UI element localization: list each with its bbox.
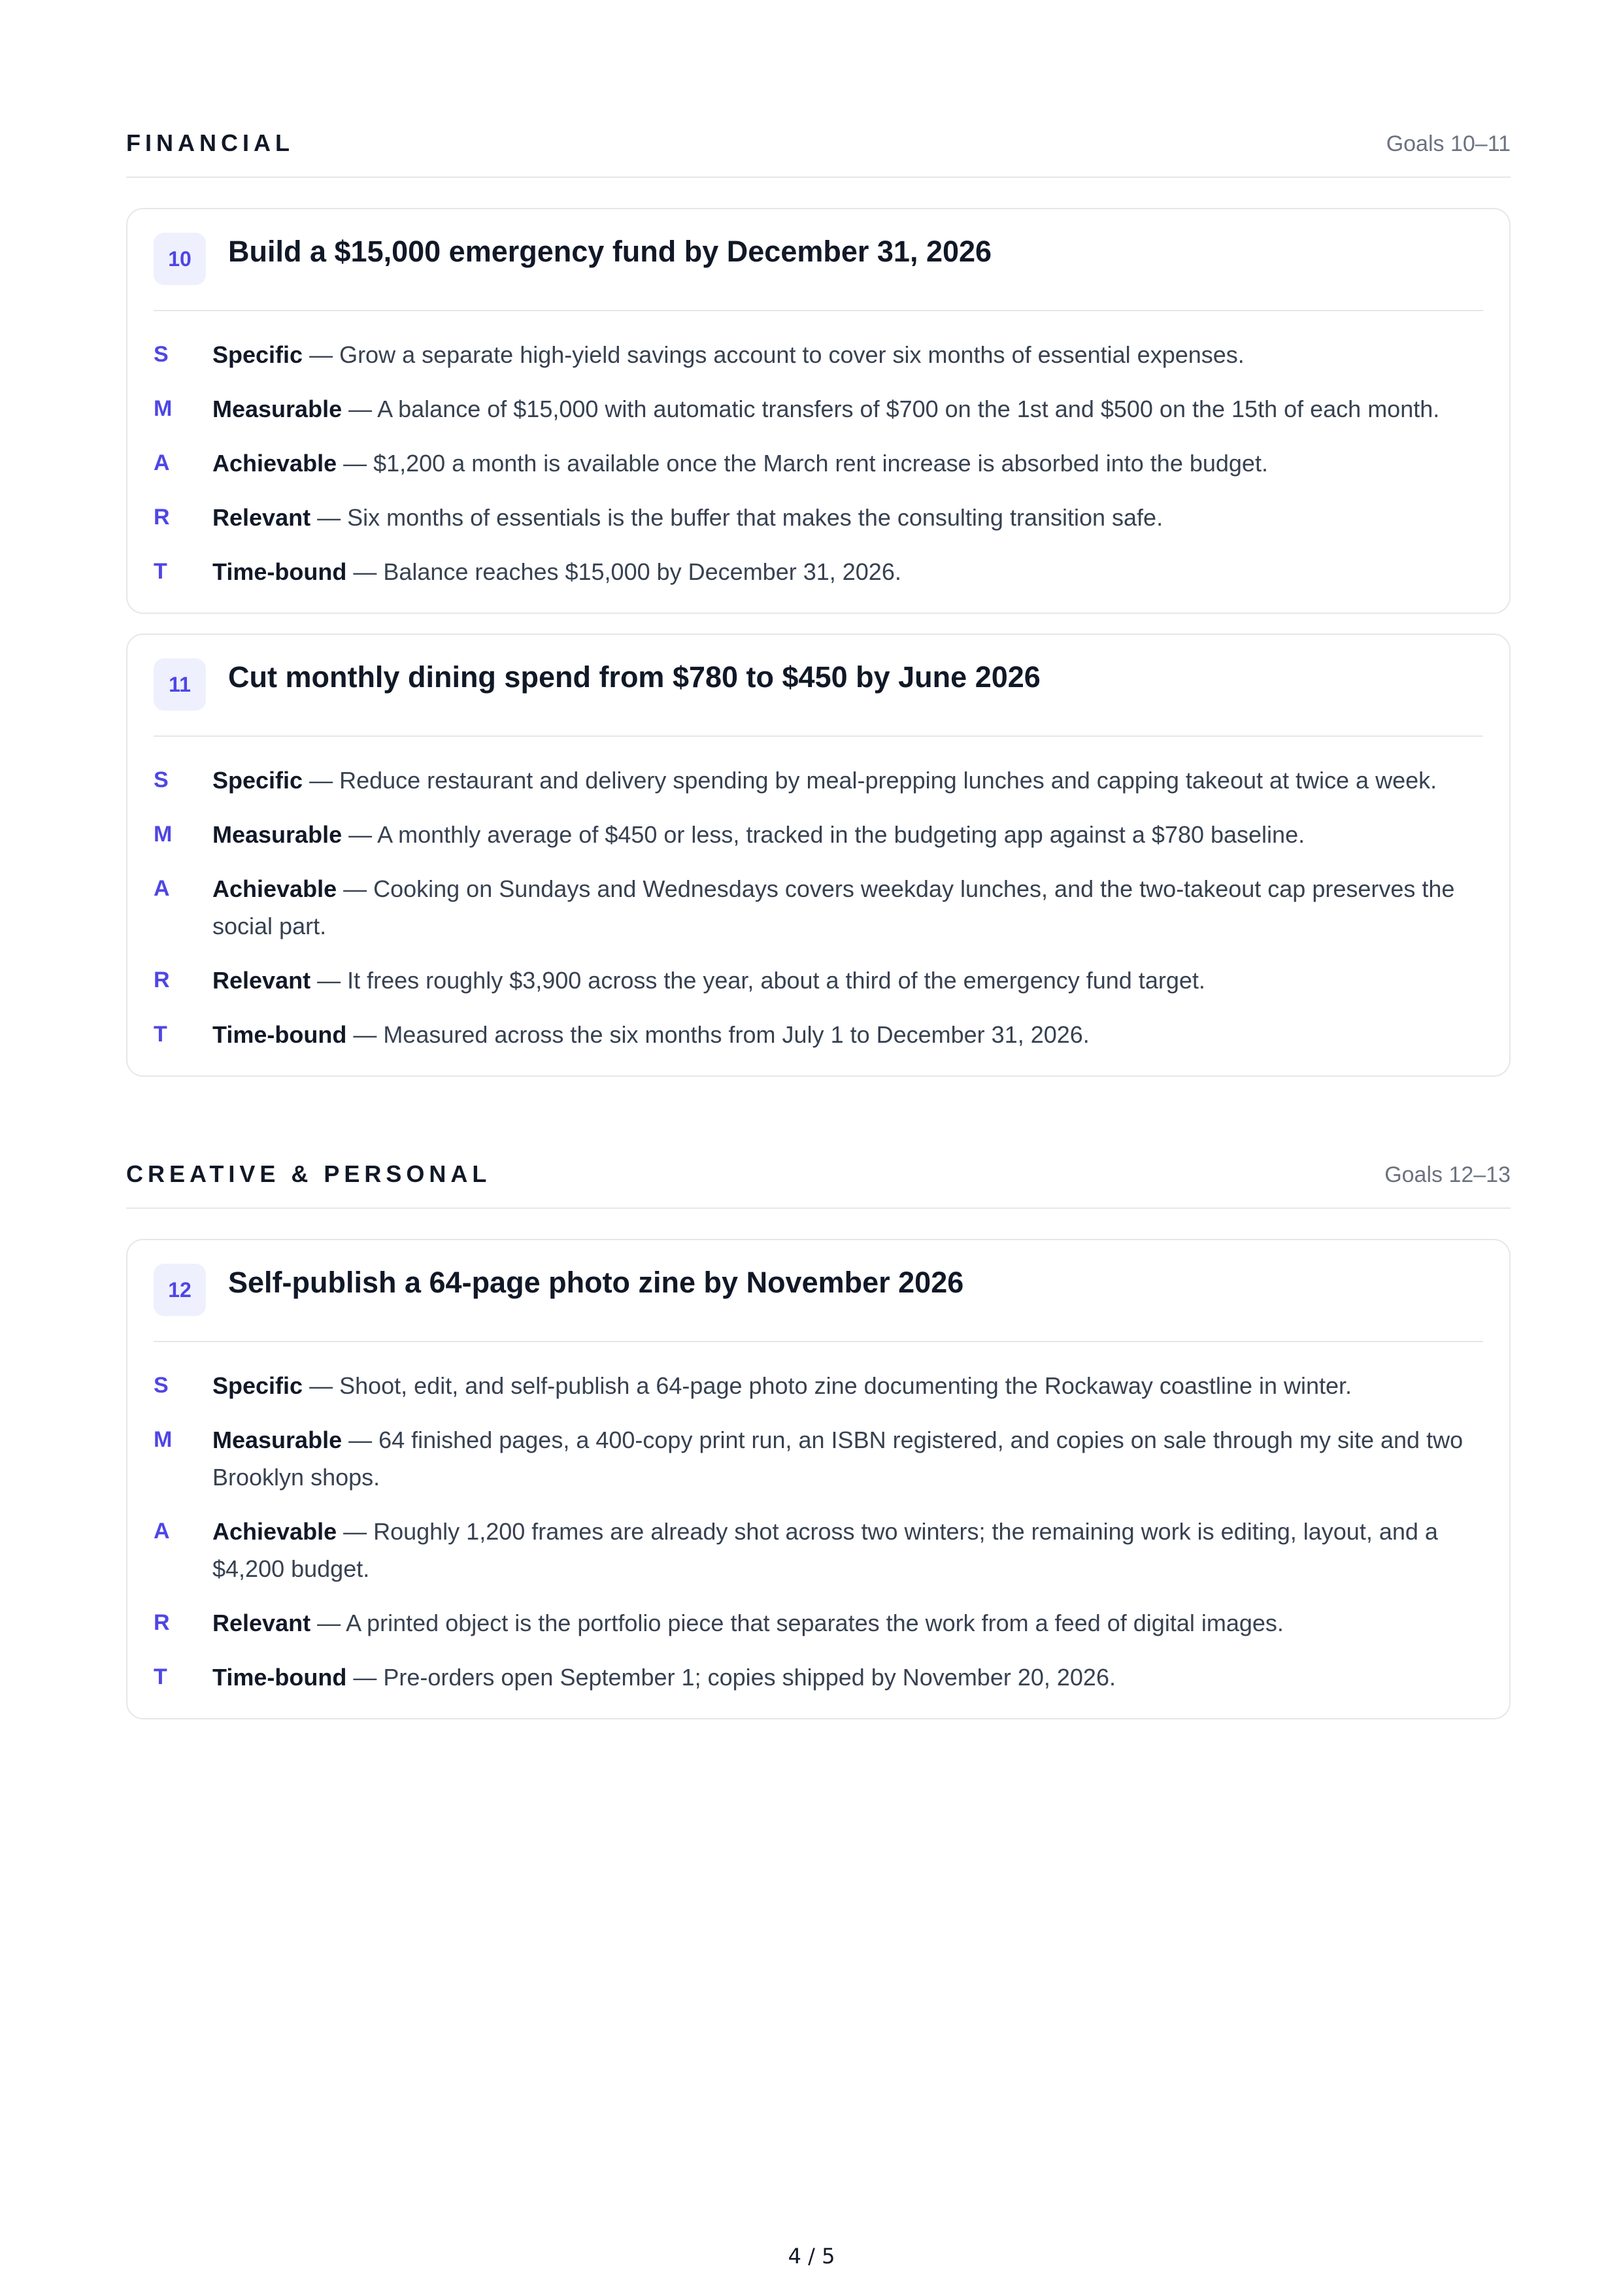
smart-letter: R [154,1610,170,1635]
smart-letter: A [154,1519,170,1544]
smart-label: Relevant [212,504,311,531]
smart-label: Achievable [212,450,337,477]
goal-card-11 [126,633,1511,1077]
smart-criteria-list [154,1342,1483,1696]
smart-label: Time-bound [212,558,347,585]
smart-label: Specific [212,1372,303,1399]
smart-label: Time-bound [212,1021,347,1048]
smart-description: — A balance of $15,000 with automatic transfers of $700 on the 1st and $500 on the 15th of each month. [342,396,1440,422]
smart-row-achievable [154,1513,1483,1587]
smart-letter: T [154,1022,167,1047]
smart-label: Specific [212,341,303,368]
goal-card-10 [126,208,1511,614]
smart-label: Specific [212,767,303,794]
goal-header [154,1262,1483,1342]
smart-letter: R [154,968,170,992]
smart-letter: M [154,1427,173,1452]
goal-header [154,657,1483,737]
section-title: CREATIVE & PERSONAL [126,1160,492,1187]
smart-description: — Cooking on Sundays and Wednesdays covers weekday lunches, and the two-takeout cap preserves the social part. [212,875,1455,939]
document-page [126,0,1511,1719]
smart-description: — A printed object is the portfolio piece that separates the work from a feed of digital images. [310,1610,1284,1636]
smart-label: Relevant [212,967,311,994]
smart-criteria-list [154,737,1483,1053]
smart-row-specific [154,1367,1483,1404]
goal-number-badge: 11 [154,658,206,711]
smart-letter: M [154,396,173,421]
smart-row-measurable [154,1421,1483,1496]
smart-row-time-bound [154,1016,1483,1053]
section-header [126,129,1511,178]
smart-row-time-bound [154,1659,1483,1696]
smart-row-achievable [154,870,1483,945]
section-goal-range: Goals 10–11 [1386,131,1511,156]
smart-row-specific [154,336,1483,373]
smart-row-measurable [154,390,1483,428]
smart-description: — It frees roughly $3,900 across the year, about a third of the emergency fund target. [310,967,1205,994]
goal-header [154,231,1483,311]
goal-card-12 [126,1239,1511,1719]
goal-number-badge: 10 [154,233,206,285]
smart-row-measurable [154,816,1483,853]
smart-description: — Reduce restaurant and delivery spending by meal-prepping lunches and capping takeout at twice a week. [303,767,1437,794]
section-financial [126,129,1511,1077]
smart-letter: M [154,822,173,847]
goal-title: Self-publish a 64-page photo zine by November 2026 [228,1266,964,1299]
section-goal-range: Goals 12–13 [1384,1162,1511,1187]
smart-description: — Roughly 1,200 frames are already shot across two winters; the remaining work is editing, layout, and a $4,200 budget. [212,1518,1438,1582]
smart-letter: S [154,1373,169,1398]
smart-description: — Grow a separate high-yield savings account to cover six months of essential expenses. [303,341,1245,368]
smart-label: Measurable [212,1427,343,1453]
section-title: FINANCIAL [126,129,294,156]
smart-description: — Pre-orders open September 1; copies shipped by November 20, 2026. [346,1664,1116,1691]
smart-criteria-list [154,311,1483,590]
smart-description: — Six months of essentials is the buffer that makes the consulting transition safe. [310,504,1163,531]
smart-label: Measurable [212,821,343,848]
smart-letter: R [154,505,170,530]
smart-description: — Shoot, edit, and self-publish a 64-page photo zine documenting the Rockaway coastline in winter. [303,1372,1352,1399]
smart-letter: A [154,876,170,901]
section-creative-personal [126,1160,1511,1719]
smart-description: — Measured across the six months from July 1 to December 31, 2026. [346,1021,1090,1048]
smart-row-time-bound [154,553,1483,590]
smart-row-relevant [154,1604,1483,1642]
smart-label: Measurable [212,396,343,422]
smart-row-relevant [154,962,1483,999]
page-number: 4 / 5 [788,2244,835,2269]
section-header [126,1160,1511,1209]
goal-title: Cut monthly dining spend from $780 to $450 by June 2026 [228,660,1041,694]
smart-description: — A monthly average of $450 or less, tracked in the budgeting app against a $780 baseline. [342,821,1305,848]
smart-letter: A [154,450,170,475]
goal-title: Build a $15,000 emergency fund by December 31, 2026 [228,235,992,268]
smart-label: Achievable [212,1518,337,1545]
goal-number-badge: 12 [154,1264,206,1316]
smart-description: — $1,200 a month is available once the March rent increase is absorbed into the budget. [337,450,1268,477]
smart-letter: T [154,559,167,584]
smart-label: Relevant [212,1610,311,1636]
smart-letter: S [154,342,169,367]
smart-letter: S [154,768,169,792]
smart-row-specific [154,762,1483,799]
smart-description: — 64 finished pages, a 400-copy print run, an ISBN registered, and copies on sale through my site and two Brooklyn shops. [212,1427,1464,1491]
smart-letter: T [154,1664,167,1689]
smart-row-achievable [154,445,1483,482]
smart-label: Achievable [212,875,337,902]
smart-label: Time-bound [212,1664,347,1691]
smart-row-relevant [154,499,1483,536]
smart-description: — Balance reaches $15,000 by December 31, 2026. [346,558,901,585]
